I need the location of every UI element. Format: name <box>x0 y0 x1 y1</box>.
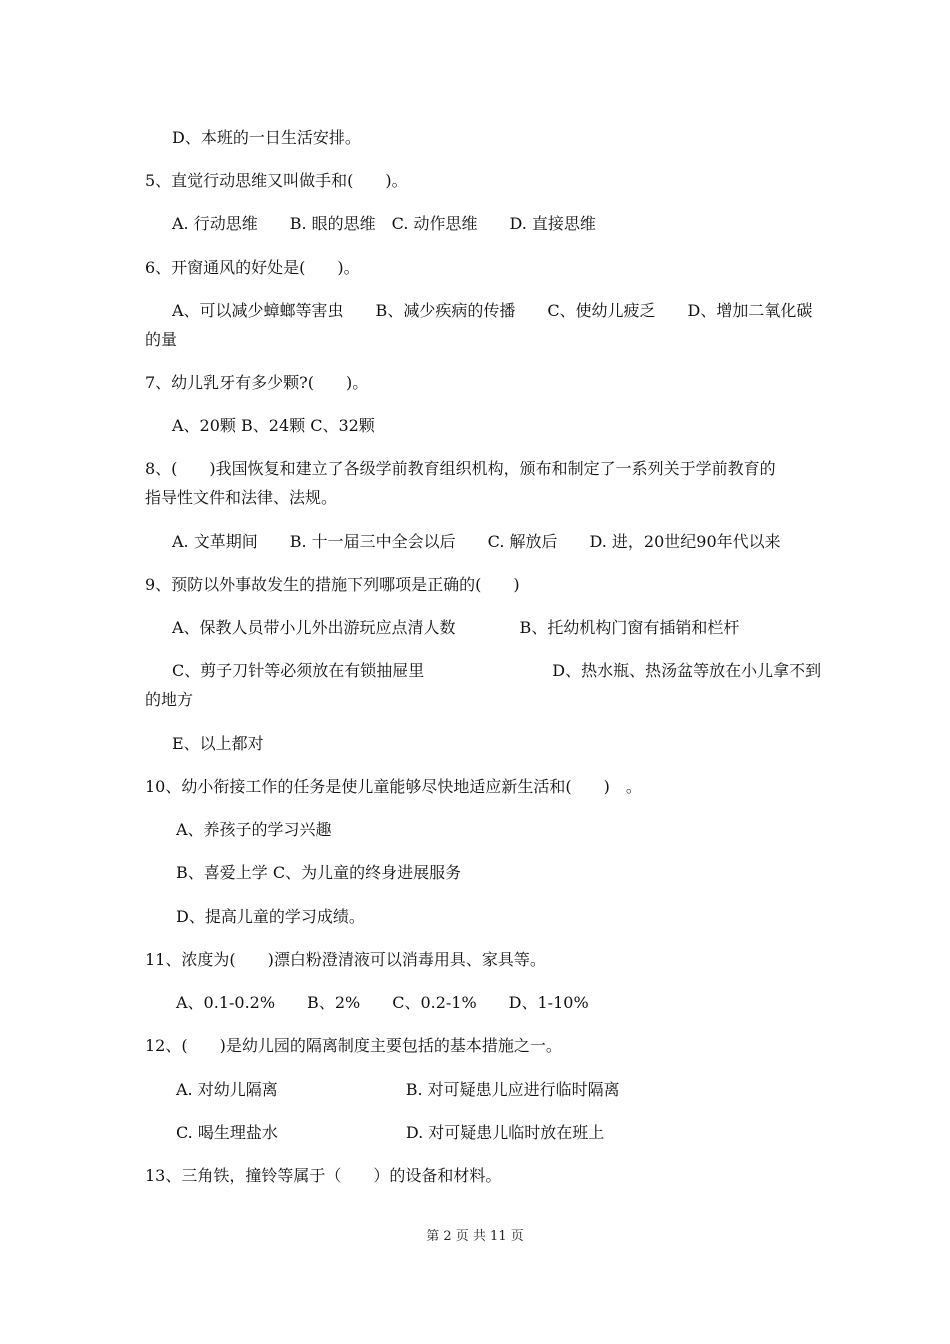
question-12: 12、( )是幼儿园的隔离制度主要包括的基本措施之一。 <box>145 1036 562 1055</box>
question-11: 11、浓度为( )漂白粉澄清液可以消毒用具、家具等。 <box>145 950 546 969</box>
page-footer: 第 2 页 共 11 页 <box>426 1229 524 1244</box>
text-line-option-d-daily-schedule: D、本班的一日生活安排。 <box>172 128 361 147</box>
question-12-options-ab: A. 对幼儿隔离 B. 对可疑患儿应进行临时隔离 <box>176 1080 620 1099</box>
question-9-options-cd-continued: 的地方 <box>145 690 194 709</box>
question-6: 6、开窗通风的好处是( )。 <box>145 258 360 277</box>
question-9-option-e: E、以上都对 <box>172 734 264 753</box>
question-13: 13、三角铁，撞铃等属于（ ）的设备和材料。 <box>145 1166 502 1185</box>
question-6-options: A、可以减少蟑螂等害虫 B、减少疾病的传播 C、使幼儿疲乏 D、增加二氧化碳 <box>172 301 813 320</box>
question-10-option-d: D、提高儿童的学习成绩。 <box>176 907 365 926</box>
question-5-options: A. 行动思维 B. 眼的思维 C. 动作思维 D. 直接思维 <box>172 214 596 233</box>
question-10-options-bc: B、喜爱上学 C、为儿童的终身进展服务 <box>176 863 462 882</box>
question-12-options-cd: C. 喝生理盐水 D. 对可疑患儿临时放在班上 <box>176 1123 605 1142</box>
question-8: 8、( )我国恢复和建立了各级学前教育组织机构，颁布和制定了一系列关于学前教育的 <box>145 459 776 478</box>
question-9-options-cd: C、剪子刀针等必须放在有锁抽屉里 D、热水瓶、热汤盆等放在小儿拿不到 <box>172 661 822 680</box>
question-8-options: A. 文革期间 B. 十一届三中全会以后 C. 解放后 D. 进，20世纪90年代以来 <box>172 532 781 551</box>
question-8-continued: 指导性文件和法律、法规。 <box>145 488 338 507</box>
question-7: 7、幼儿乳牙有多少颗?( )。 <box>145 373 369 392</box>
question-7-options: A、20颗 B、24颗 C、32颗 <box>172 416 375 435</box>
question-10-option-a: A、养孩子的学习兴趣 <box>176 820 332 839</box>
question-9: 9、预防以外事故发生的措施下列哪项是正确的( ) <box>145 575 520 594</box>
question-10: 10、幼小衔接工作的任务是使儿童能够尽快地适应新生活和( ) 。 <box>145 777 642 796</box>
question-5: 5、直觉行动思维又叫做手和( )。 <box>145 171 408 190</box>
question-6-options-continued: 的量 <box>145 330 178 349</box>
question-9-options-ab: A、保教人员带小儿外出游玩应点清人数 B、托幼机构门窗有插销和栏杆 <box>172 618 740 637</box>
question-11-options: A、0.1-0.2% B、2% C、0.2-1% D、1-10% <box>176 993 589 1012</box>
